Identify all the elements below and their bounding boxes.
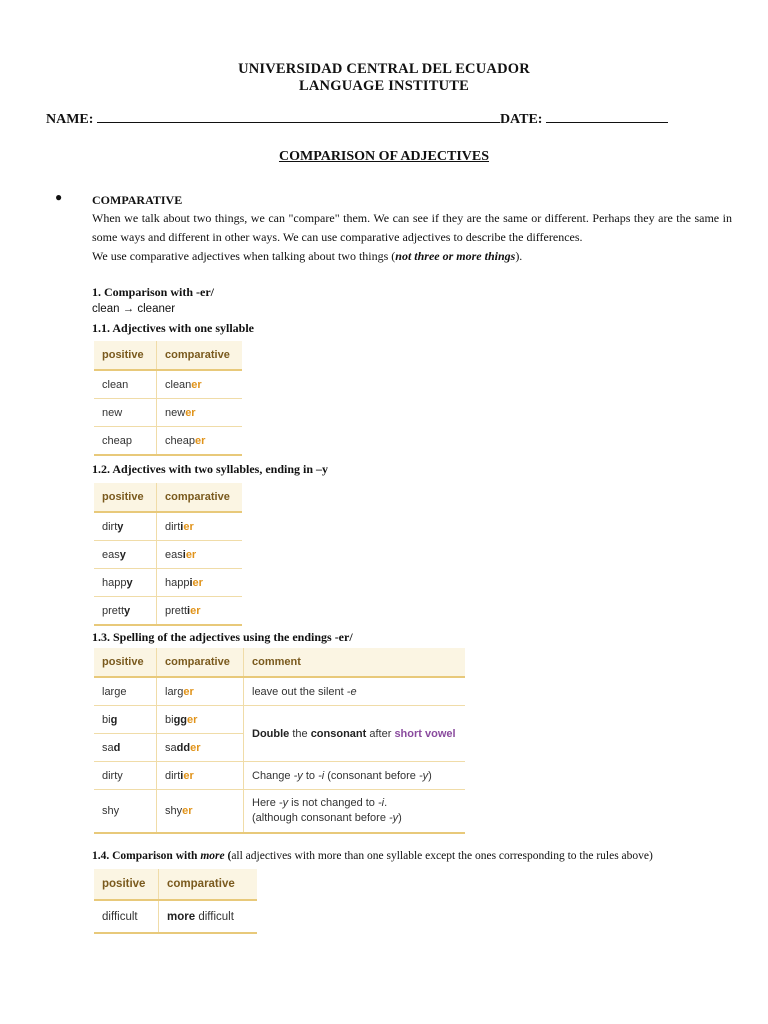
comparative-adjective: difficult — [195, 910, 234, 923]
cell-positive — [94, 706, 157, 734]
comparative-stem: bi — [165, 713, 174, 726]
comment-text: Here — [252, 797, 279, 809]
comment-double: Double — [252, 727, 290, 740]
comparative-i: i — [189, 576, 193, 589]
comparative-stem: prett — [165, 604, 188, 617]
positive-stem: prett — [102, 604, 125, 617]
table-row — [94, 569, 242, 597]
cell-comparative — [157, 569, 243, 597]
date-field[interactable] — [546, 110, 668, 123]
comparative-stem: shy — [165, 805, 183, 817]
intro-sentence-start: We use comparative adjectives when talking about two things ( — [92, 249, 396, 263]
col-header-comparative: comparative — [157, 341, 243, 370]
cell-positive: clean — [94, 370, 157, 399]
table-row — [94, 370, 242, 399]
positive-stem: sa — [102, 741, 114, 754]
table-spelling-rules — [94, 648, 465, 834]
cell-positive: cheap — [94, 427, 157, 456]
cell-comparative — [157, 762, 244, 790]
section-1-4-lead: 1.4. Comparison with — [92, 850, 201, 862]
cell-comment-double — [244, 706, 466, 762]
comment-after: after — [366, 727, 395, 740]
intro-sentence — [92, 247, 732, 266]
comment-suffix: -y — [278, 797, 289, 809]
comment-text: (although consonant before — [252, 812, 389, 824]
table-row — [94, 597, 242, 626]
col-header-positive: positive — [94, 869, 159, 900]
comparative-i: i — [187, 604, 191, 617]
comment-text: ) — [428, 769, 432, 782]
comparative-i: i — [180, 769, 184, 782]
section-1-4-rest: all adjectives with more than one syllable except the ones corresponding to the rules above) — [231, 850, 653, 862]
cell-comment — [244, 677, 466, 706]
cell-positive — [94, 597, 157, 626]
col-header-positive: positive — [94, 483, 157, 512]
comparative-ending: er — [187, 713, 198, 726]
comparative-stem: larg — [165, 685, 184, 698]
comparative-ending: er — [190, 604, 201, 617]
cell-comparative — [157, 370, 243, 399]
comment-text: to — [302, 769, 319, 782]
positive-stem: bi — [102, 713, 111, 726]
name-field[interactable] — [97, 110, 500, 123]
cell-comparative — [157, 734, 244, 762]
comparative-stem: dirt — [165, 520, 181, 533]
comparative-stem: happ — [165, 576, 190, 589]
comparative-ending: er — [185, 406, 196, 419]
page-title: COMPARISON OF ADJECTIVES — [278, 149, 490, 164]
col-header-positive: positive — [94, 648, 157, 677]
intro-paragraph: When we talk about two things, we can "compare" them. We can see if they are the same or different. Perhaps they are the same in some ways and different in other ways. We can use comparative adjectives to describe the differences. — [92, 211, 732, 244]
comparative-more: more — [167, 910, 196, 923]
cell-comparative — [157, 399, 243, 427]
cell-comparative — [157, 597, 243, 626]
cell-comparative — [157, 706, 244, 734]
table-row — [94, 762, 465, 790]
col-header-comparative: comparative — [159, 869, 258, 900]
comparative-stem: dirt — [165, 769, 181, 782]
university-name: UNIVERSIDAD CENTRAL DEL ECUADOR — [238, 61, 530, 77]
comparative-ending: er — [183, 685, 194, 698]
cell-positive: large — [94, 677, 157, 706]
comparative-ending: er — [183, 520, 194, 533]
comparative-stem: clean — [165, 378, 192, 391]
comparative-ending: er — [185, 548, 197, 561]
table-row — [94, 399, 242, 427]
comparative-ending: er — [194, 434, 206, 447]
section-1-4-title — [92, 850, 653, 862]
cell-comparative — [157, 512, 243, 541]
comment-text: is not changed to — [288, 797, 378, 809]
comparative-double-consonant: g — [180, 713, 188, 726]
cell-comparative — [157, 677, 244, 706]
cell-comment — [244, 790, 466, 834]
table-row — [94, 512, 242, 541]
comment-text: leave out the silent — [252, 685, 347, 698]
positive-ending: y — [124, 604, 131, 617]
comparative-ending: er — [191, 378, 202, 391]
date-label: DATE: — [499, 112, 543, 127]
cell-positive: new — [94, 399, 157, 427]
section-1-4-paren: ( — [224, 850, 232, 862]
comment-the: the — [289, 727, 311, 740]
col-header-positive: positive — [94, 341, 157, 370]
cell-positive: dirty — [94, 762, 157, 790]
section-1-example: clean → cleaner — [92, 303, 176, 315]
cell-positive — [94, 734, 157, 762]
table-comparison-more — [94, 869, 257, 934]
comparative-stem: sa — [165, 741, 177, 754]
comment-suffix: -y — [389, 812, 399, 824]
comparative-consonant: d — [176, 741, 184, 754]
intro-emphasis: not three or more things — [395, 249, 516, 263]
section-1-4-more: more — [200, 850, 225, 862]
comment-suffix: -y — [293, 769, 303, 782]
positive-stem: dirt — [102, 520, 118, 533]
comparative-ending: er — [183, 769, 194, 782]
comparative-ending: er — [192, 576, 203, 589]
cell-positive: difficult — [94, 900, 159, 933]
cell-comment — [244, 762, 466, 790]
name-label: NAME: — [46, 112, 94, 127]
comparative-ending: er — [190, 741, 201, 754]
positive-stem: happ — [102, 576, 127, 589]
col-header-comparative: comparative — [157, 483, 243, 512]
table-row — [94, 790, 465, 834]
col-header-comparative: comparative — [157, 648, 244, 677]
section-1-3-title: 1.3. Spelling of the adjectives using the endings -er/ — [92, 630, 353, 644]
col-header-comment: comment — [244, 648, 466, 677]
positive-ending: y — [117, 520, 124, 533]
comment-suffix: -i — [377, 797, 385, 809]
comment-short-vowel: short vowel — [394, 727, 456, 740]
positive-ending: y — [126, 576, 133, 589]
cell-comparative — [159, 900, 258, 933]
comparative-ending: er — [182, 805, 193, 817]
comment-suffix: -y — [418, 769, 429, 782]
comment-text: Change — [252, 769, 294, 782]
comparative-stem: eas — [165, 548, 183, 561]
cell-positive — [94, 512, 157, 541]
institute-name: LANGUAGE INSTITUTE — [299, 78, 469, 94]
cell-positive — [94, 541, 157, 569]
cell-comparative — [157, 427, 243, 456]
comparative-double-consonant: d — [183, 741, 191, 754]
comment-consonant: consonant — [310, 727, 367, 740]
table-row — [94, 706, 465, 734]
cell-positive — [94, 569, 157, 597]
positive-ending: y — [119, 548, 126, 561]
table-two-syllables-y — [94, 483, 242, 626]
comparative-consonant: g — [173, 713, 181, 726]
section-1-2-title: 1.2. Adjectives with two syllables, ending in –y — [92, 462, 329, 476]
comment-suffix: -e — [346, 685, 357, 698]
intro-sentence-end: ). — [515, 249, 523, 263]
table-row — [94, 541, 242, 569]
table-one-syllable — [94, 341, 242, 456]
comment-text: (consonant before — [324, 769, 419, 782]
table-row — [94, 677, 465, 706]
cell-positive: shy — [94, 790, 157, 834]
comparative-i: i — [182, 548, 186, 561]
comparative-stem: new — [165, 406, 186, 419]
cell-comparative — [157, 790, 244, 834]
comment-text: ) — [398, 812, 402, 824]
comment-suffix: -i — [318, 769, 325, 782]
comparative-i: i — [180, 520, 184, 533]
comment-text: . — [384, 797, 388, 809]
comparative-stem: cheap — [165, 434, 195, 447]
name-date-row — [46, 110, 726, 128]
section-1-title: 1. Comparison with -er/ — [92, 285, 214, 299]
cell-comparative — [157, 541, 243, 569]
table-row — [94, 900, 257, 933]
positive-consonant: g — [110, 713, 118, 726]
section-1-1-title: 1.1. Adjectives with one syllable — [92, 321, 254, 335]
positive-consonant: d — [113, 741, 121, 754]
section-heading-comparative: COMPARATIVE — [92, 193, 183, 207]
bullet-icon: ● — [55, 190, 63, 204]
positive-stem: eas — [102, 548, 120, 561]
table-row — [94, 427, 242, 456]
